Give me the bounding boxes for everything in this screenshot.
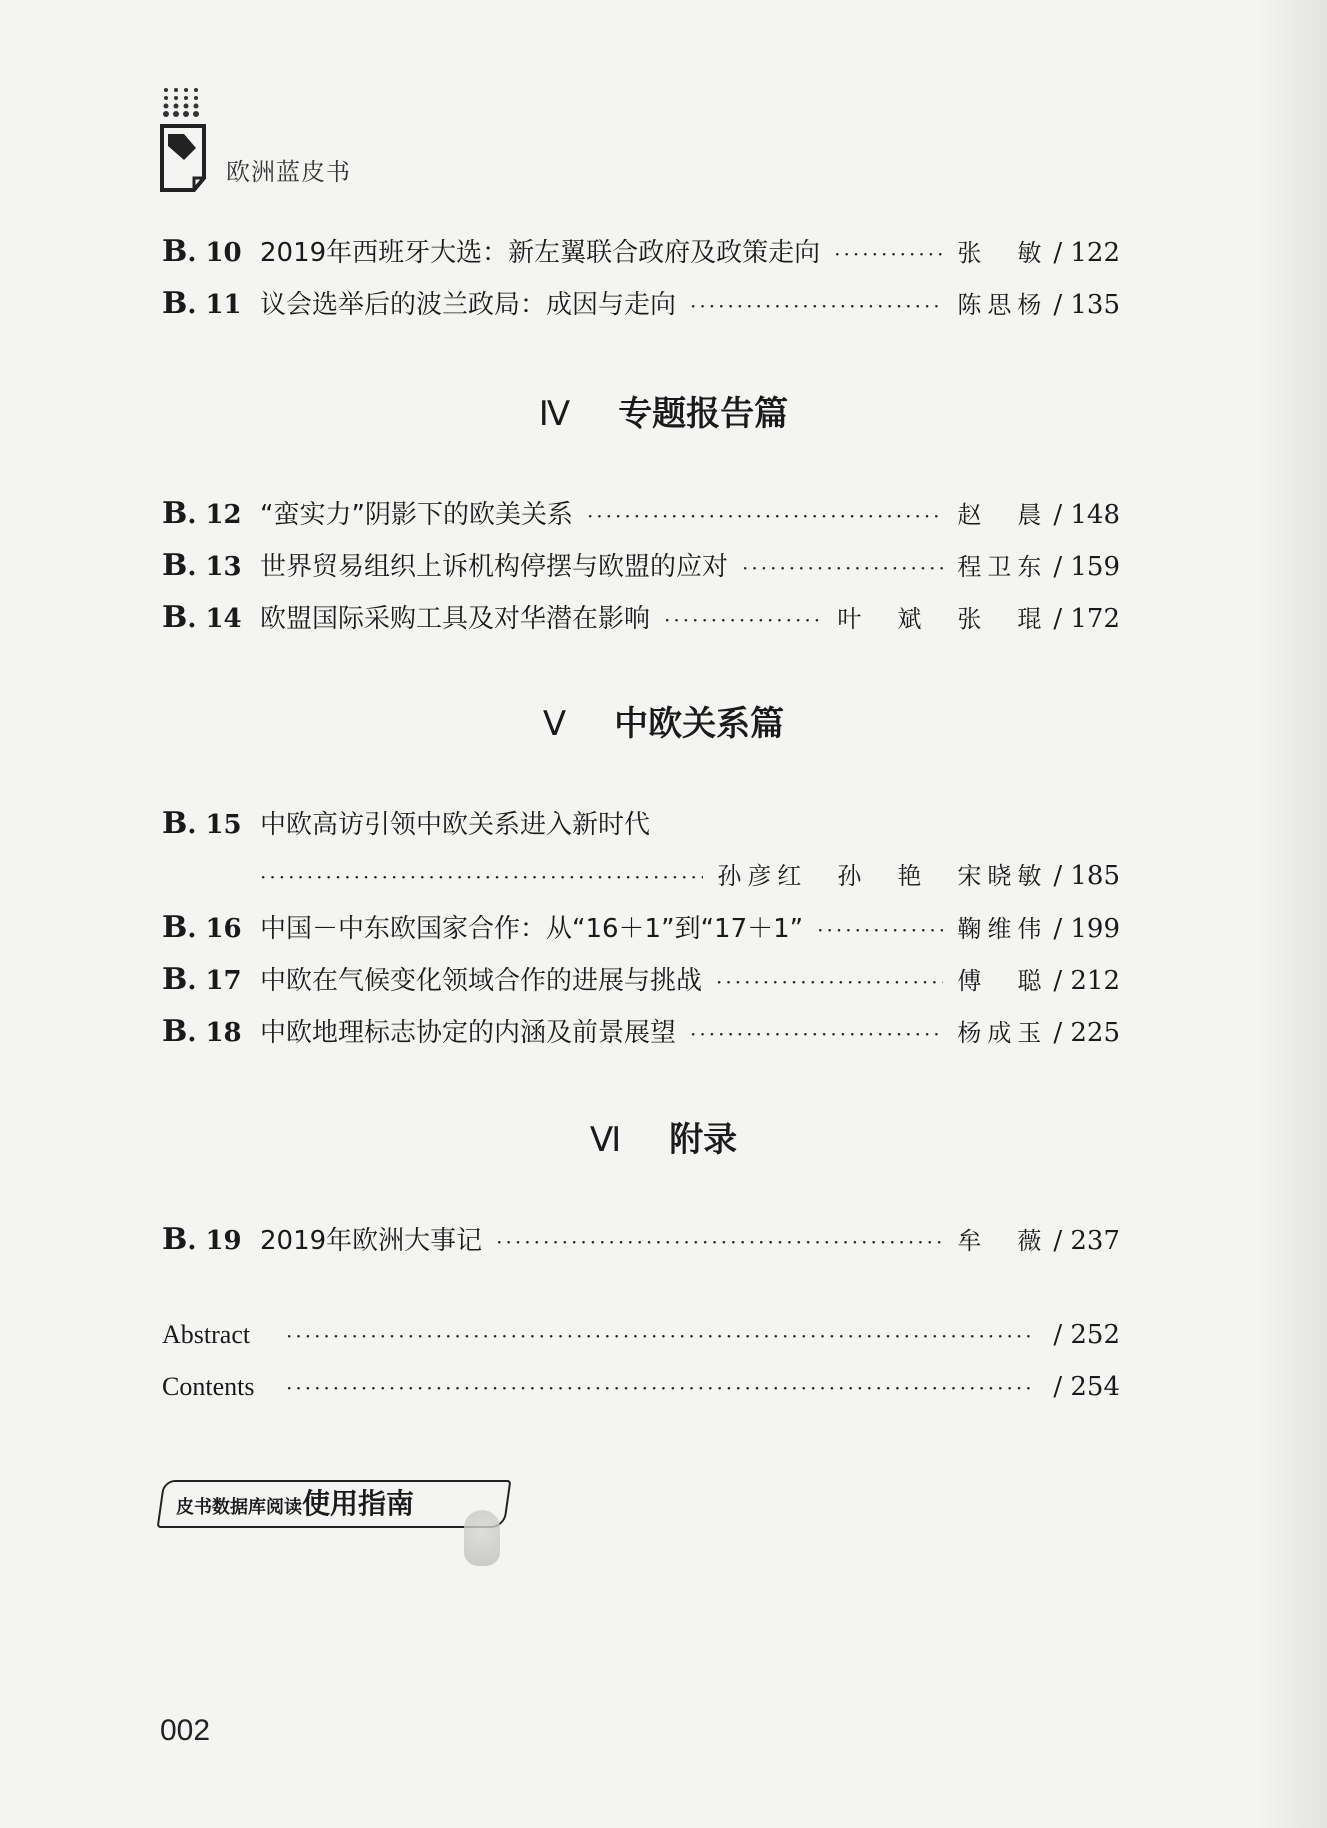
page-number: 002 — [160, 1714, 211, 1747]
guide-small-text: 皮书数据库阅读 — [176, 1497, 302, 1518]
entry-code: B. 12 — [162, 496, 242, 531]
toc-entry-b13[interactable] — [162, 546, 1120, 586]
entry-author: 傅 聪 — [957, 967, 1048, 995]
entry-page: / 237 — [1053, 1226, 1120, 1256]
dot-leader — [817, 918, 943, 942]
toc-entry-abstract[interactable] — [162, 1320, 1120, 1360]
entry-code: B. 17 — [162, 962, 242, 997]
section-numeral: Ⅵ — [589, 1120, 622, 1160]
entry-page: / 122 — [1053, 238, 1120, 268]
toc-entry-b10[interactable] — [162, 232, 1120, 272]
dot-leader — [690, 1022, 943, 1046]
section-heading-4 — [0, 386, 1327, 435]
book-series-title: 欧洲蓝皮书 — [226, 158, 351, 186]
toc-entry-b19[interactable] — [162, 1220, 1120, 1260]
entry-title: Abstract — [162, 1320, 251, 1349]
dot-leader — [496, 1230, 943, 1254]
entry-title: 世界贸易组织上诉机构停摆与欧盟的应对 — [260, 552, 729, 582]
entry-title: 中欧在气候变化领域合作的进展与挑战 — [260, 966, 703, 996]
dot-leader — [587, 504, 943, 528]
dot-leader — [742, 556, 943, 580]
section-heading-6 — [0, 1112, 1327, 1161]
entry-title: 2019年西班牙大选：新左翼联合政府及政策走向 — [260, 238, 821, 268]
entry-author: 牟 薇 — [957, 1227, 1048, 1255]
section-title: 专题报告篇 — [618, 394, 789, 434]
guide-big-text: 使用指南 — [302, 1487, 415, 1520]
toc-entry-b18[interactable] — [162, 1012, 1120, 1052]
entry-code: B. 13 — [162, 548, 242, 583]
section-numeral: Ⅴ — [542, 704, 567, 744]
entry-title: 中国－中东欧国家合作：从“16＋1”到“17＋1” — [260, 914, 804, 944]
entry-code: B. 14 — [162, 600, 242, 635]
dot-leader — [664, 608, 823, 632]
entry-page: / 172 — [1053, 604, 1120, 634]
entry-code: B. 15 — [162, 806, 242, 841]
entry-title: 欧盟国际采购工具及对华潜在影响 — [260, 604, 651, 634]
section-title: 中欧关系篇 — [614, 704, 785, 744]
page-edge-shadow — [1257, 0, 1327, 1828]
dot-leader — [716, 970, 943, 994]
entry-author: 陈思杨 — [957, 291, 1048, 319]
entry-page: / 148 — [1053, 500, 1120, 530]
toc-entry-b14[interactable] — [162, 598, 1120, 638]
entry-title: 中欧地理标志协定的内涵及前景展望 — [260, 1018, 677, 1048]
entry-code: B. 11 — [162, 286, 242, 321]
entry-title: 议会选举后的波兰政局：成因与走向 — [260, 290, 677, 320]
entry-title: “蛮实力”阴影下的欧美关系 — [260, 500, 573, 530]
entry-page: / 212 — [1053, 966, 1120, 996]
database-guide-label[interactable] — [176, 1482, 414, 1522]
entry-code: B. 18 — [162, 1014, 242, 1049]
entry-page: / 254 — [1053, 1372, 1120, 1402]
toc-entry-b11[interactable] — [162, 284, 1120, 324]
section-numeral: Ⅳ — [538, 394, 571, 434]
entry-code: B. 19 — [162, 1222, 242, 1257]
entry-page: / 199 — [1053, 914, 1120, 944]
entry-author: 叶 斌 张 琨 — [837, 605, 1048, 633]
entry-code: B. 16 — [162, 910, 242, 945]
entry-author: 张 敏 — [957, 239, 1048, 267]
entry-page: / 252 — [1053, 1320, 1120, 1350]
dot-leader — [286, 1376, 1033, 1400]
entry-author: 程卫东 — [957, 553, 1048, 581]
entry-page: / 159 — [1053, 552, 1120, 582]
entry-author: 杨成玉 — [957, 1019, 1048, 1047]
entry-page: / 225 — [1053, 1018, 1120, 1048]
entry-author: 赵 晨 — [957, 501, 1048, 529]
toc-entry-b12[interactable] — [162, 494, 1120, 534]
entry-author: 孙彦红 孙 艳 宋晓敏 — [717, 862, 1048, 890]
toc-entry-contents[interactable] — [162, 1372, 1120, 1412]
entry-page: / 135 — [1053, 290, 1120, 320]
dot-leader — [834, 242, 943, 266]
toc-entry-b15[interactable] — [162, 804, 1120, 844]
entry-code: B. 10 — [162, 234, 242, 269]
entry-page: / 185 — [1053, 861, 1120, 891]
section-title: 附录 — [669, 1120, 738, 1160]
book-bookmark-icon — [160, 86, 212, 198]
entry-author: 鞠维伟 — [957, 915, 1048, 943]
entry-title: Contents — [162, 1372, 255, 1401]
toc-entry-b17[interactable] — [162, 960, 1120, 1000]
dot-leader — [286, 1324, 1033, 1348]
pointing-finger-icon — [464, 1510, 500, 1566]
toc-entry-b15-continuation[interactable] — [260, 856, 1120, 896]
entry-title: 中欧高访引领中欧关系进入新时代 — [260, 810, 651, 840]
toc-entry-b16[interactable] — [162, 908, 1120, 948]
section-heading-5 — [0, 696, 1327, 745]
entry-title: 2019年欧洲大事记 — [260, 1226, 483, 1256]
dot-leader — [690, 294, 943, 318]
dot-leader — [260, 865, 703, 889]
